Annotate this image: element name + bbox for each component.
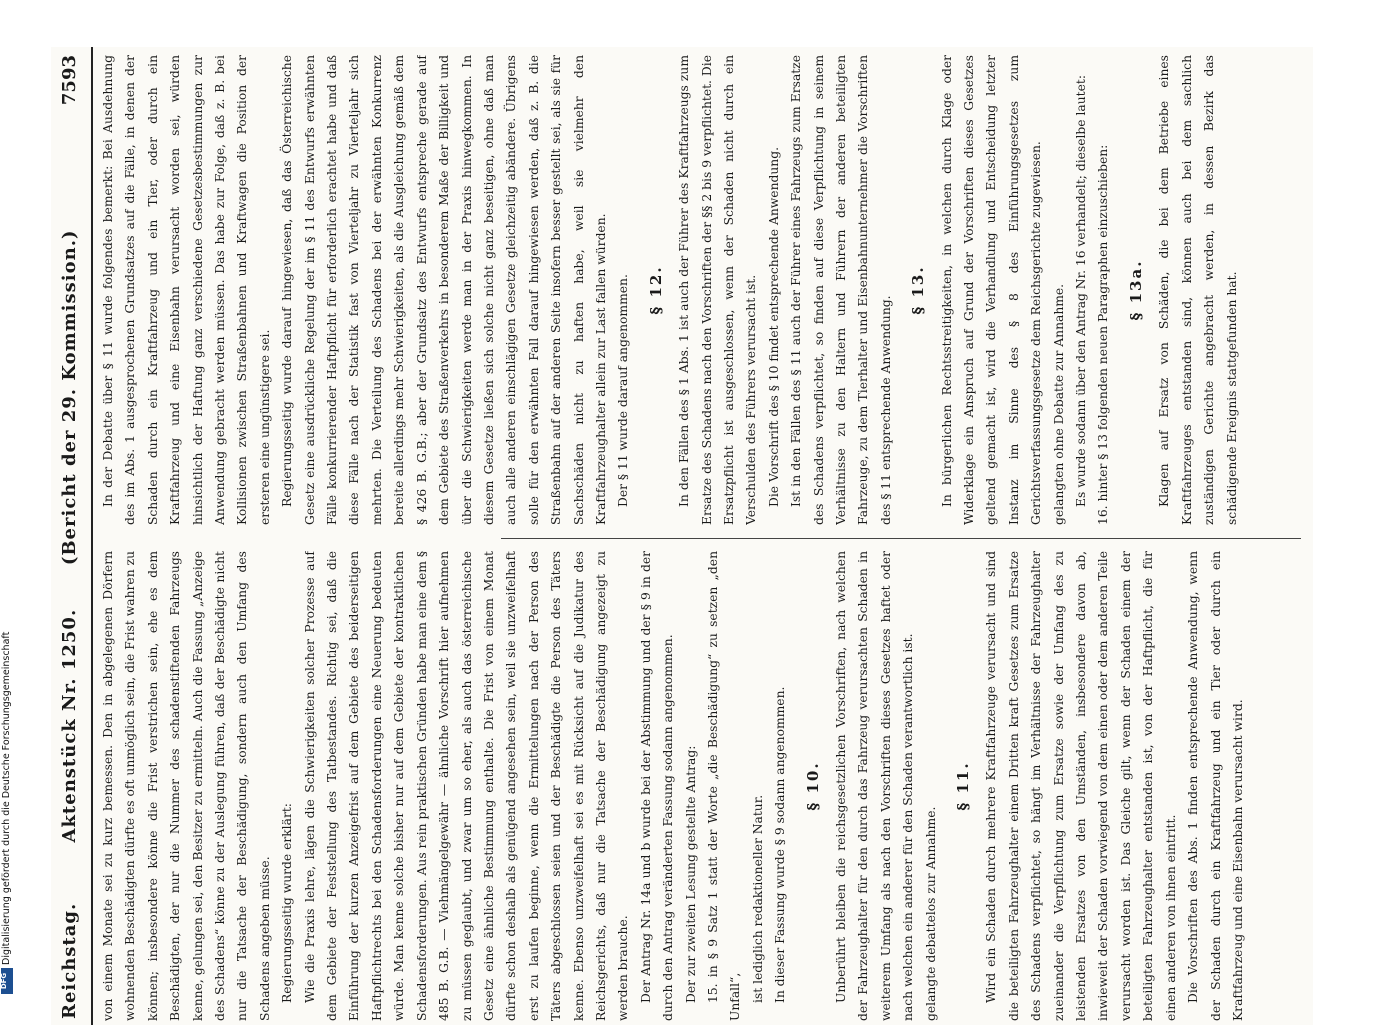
paragraph: Wie die Praxis lehre, lägen die Schwierigkeiten solcher Prozesse auf dem Gebiete der Feststellung des Tatbestandes. Richtig sei, daß die Einführung der kurzen Anzeigefrist auf dem Gebiete des beiderseitigen Haftpflichtrechts bei den Schadensforderungen eine Neuerung bedeuten würde. Man kenne solche bisher nur auf dem Gebiete der kontraktlichen Schadensforderungen. Aus rein praktischen Gründen habe man eine dem § 485 B. G.B. — Viehmängelgewähr — ähnliche Vorschrift hier aufnehmen zu müssen geglaubt, und zwar um so eher, als auch das österreichische Gesetz eine ähnliche Bestimmung enthalte. Die Frist von einem Monat dürfte schon deshalb als genügend angesehen sein, weil sie unzweifelhaft erst zu laufen beginne, wenn die Ermittelungen nach der Person des Täters abgeschlossen seien und der Beschädigte die Person des Täters kenne. Ebenso unzweifelhaft sei es mit Rücksicht auf die Judikatur des Reichsgerichts, daß nur die Tatsache der Beschädigung angezeigt zu werden brauche. bbox=[302, 551, 631, 1021]
paragraph: Der zur zweiten Lesung gestellte Antrag: bbox=[683, 745, 698, 1003]
header-report: (Bericht der 29. Kommission.) bbox=[59, 229, 80, 566]
paragraph: Ist in den Fällen des § 11 auch der Führer eines Fahrzeugs zum Ersatze des Schadens verpflichtet, so finden auf diese Verpflichtung in seinem Verhältnisse zu den Haltern und Führern der anderen beteiligten Fahrzeuge, zu dem Tierhalter und Eisenbahnunternehmer die Vorschriften des § 11 entsprechende Anwendung. bbox=[789, 55, 893, 525]
scanned-page bbox=[51, 47, 1313, 1025]
header-left: Reichstag. bbox=[59, 902, 80, 1019]
left-column bbox=[97, 551, 1302, 1021]
section-heading: § 12. bbox=[646, 265, 665, 315]
header-document-number: Aktenstück Nr. 1250. bbox=[59, 608, 80, 843]
paragraph: Regierungsseitig wurde darauf hingewiesen, daß das Österreichische Gesetz eine ausdrückliche Regelung der im § 11 des Entwurfs erwähnten Fälle konkurrierender Haftpflicht für erforderlich erachtet habe und daß diese Fälle nach der Statistik fast von Vierteljahr zu Vierteljahr sich mehrten. Die Verteilung des Schadens bei der erwähnten Konkurrenz bereite allerdings mehr Schwierigkeiten, als die Ausgleichung gemäß dem § 426 B. G.B.; aber der Grundsatz des Entwurfs entspreche gerade auf dem Gebiete des Straßenverkehrs in besonderem Maße der Billigkeit und über die Schwierigkeiten werde man in der Praxis hinwegkommen. In diesem Gesetze ließen sich solche nicht ganz beseitigen, ohne daß man auch alle anderen einschlägigen Gesetze gleichzeitig abändere. Übrigens solle für den erwähnten Fall darauf hingewiesen werden, daß z. B. die Straßenbahn auf der anderen Seite insofern besser gestellt sei, als sie für Sachschäden nicht zu haften habe, weil sie vielmehr den Kraftfahrzeughalter allein zur Last fallen würden. bbox=[280, 55, 608, 525]
paragraph: ist lediglich redaktioneller Natur. bbox=[750, 794, 765, 1003]
running-header bbox=[51, 47, 93, 1025]
section-heading: § 13a. bbox=[1126, 259, 1145, 321]
paragraph: In den Fällen des § 1 Abs. 1 ist auch der Führer des Kraftfahrzeugs zum Ersatze des Schadens nach den Vorschriften der §§ 2 bis 9 verpflichtet. Die Ersatzpflicht ist ausgeschlossen, wenn der Schaden nicht durch ein Verschulden des Führers verursacht ist. bbox=[677, 55, 759, 525]
paragraph: In der Debatte über § 11 wurde folgendes bemerkt: Bei Ausdehnung des im Abs. 1 ausgesprochenen Grundsatzes auf die Fälle, in denen der Schaden durch ein Kraftfahrzeug und ein Tier, oder durch ein Kraftfahrzeug und eine Eisenbahn verursacht worden sei, würden hinsichtlich der Haftung ganz verschiedene Gesetzesbestimmungen zur Anwendung gebracht werden müssen. Das habe zur Folge, daß z. B. bei Kollisionen zwischen Straßenbahnen und Kraftwagen die Position der ersteren eine ungünstigere sei. bbox=[101, 55, 272, 525]
paragraph: In dieser Fassung wurde § 9 sodann angenommen. bbox=[773, 686, 788, 1003]
paragraph: Die Vorschrift des § 10 findet entsprechende Anwendung. bbox=[766, 147, 781, 507]
paragraph: Regierungsseitig wurde erklärt: bbox=[280, 803, 295, 1003]
section-heading: § 13. bbox=[909, 265, 928, 315]
paragraph: Die Vorschriften des Abs. 1 finden entsprechende Anwendung, wenn der Schaden durch ein Kraftfahrzeug und ein Tier oder durch ein Kraftfahrzeug und eine Eisenbahn verursacht wird. bbox=[1186, 551, 1245, 1021]
page-number: 7593 bbox=[59, 55, 80, 106]
paragraph: Der Antrag Nr. 14a und b wurde bei der Abstimmung und der § 9 in der durch den Antrag veränderten Fassung sodann angenommen. bbox=[638, 551, 676, 1021]
paragraph: 16. hinter § 13 folgenden neuen Paragraphen einzuschieben: bbox=[1096, 144, 1111, 525]
paragraph: Unberührt bleiben die reichsgesetzlichen Vorschriften, nach welchen der Fahrzeughalter für den durch das Fahrzeug verursachten Schaden in weiterem Umfang als nach den Vorschriften dieses Gesetzes haftet oder nach welchen ein anderer für den Schaden verantwortlich ist. bbox=[834, 551, 916, 1021]
section-heading: § 11. bbox=[954, 761, 973, 811]
dfg-logo: DFG bbox=[1, 968, 13, 994]
paragraph: von einem Monate sei zu kurz bemessen. Den in abgelegenen Dörfern wohnenden Beschädigten dürfte es oft unmöglich sein, die Frist wahren zu können; insbesondere könne die Frist verstrichen sein, ehe es dem Beschädigten, der nur die Nummer des schadenstiftenden Fahrzeugs kenne, gelungen sei, den Besitzer zu ermitteln. Auch die Fassung „Anzeige des Schadens“ könne zu der Auslegung führen, daß der Beschädigte nicht nur die Tatsache der Beschädigung, sondern auch den Umfang des Schadens angeben müsse. bbox=[101, 551, 272, 1021]
credit-text: Digitalisierung gefördert durch die Deutsche Forschungsgemeinschaft bbox=[1, 631, 12, 965]
paragraph: In bürgerlichen Rechtsstreitigkeiten, in welchen durch Klage oder Widerklage ein Anspruch auf Grund der Vorschriften dieses Gesetzes geltend gemacht ist, wird die Verhandlung und Entscheidung letzter Instanz im Sinne des § 8 des Einführungsgesetzes zum Gerichtsverfassungsgesetze dem Reichsgerichte zugewiesen. bbox=[939, 55, 1044, 525]
paragraph: Wird ein Schaden durch mehrere Kraftfahrzeuge verursacht und sind die beteiligten Fahrzeughalter einem Dritten kraft Gesetzes zum Ersatze des Schadens verpflichtet, so hängt im Verhältnisse der Fahrzeughalter zueinander die Verpflichtung zum Ersatze sowie der Umfang des zu leistenden Ersatzes von den Umständen, insbesondere davon ab, inwieweit der Schaden vorwiegend von dem einen oder dem anderen Teile verursacht worden ist. Das Gleiche gilt, wenn der Schaden einem der beteiligten Fahrzeughalter entstanden ist, von der Haftpflicht, die für einen anderen von ihnen eintritt. bbox=[984, 551, 1178, 1021]
paragraph: 15. in § 9 Satz 1 statt der Worte „die Beschädigung“ zu setzen „den Unfall“, bbox=[705, 551, 743, 1021]
paragraph: gelangte debattelos zur Annahme. bbox=[923, 806, 938, 1021]
right-column bbox=[97, 55, 1302, 525]
paragraph: Es wurde sodann über den Antrag Nr. 16 verhandelt; dieselbe lautet: bbox=[1074, 75, 1089, 507]
credit-strip bbox=[0, 0, 14, 1000]
section-heading: § 10. bbox=[803, 761, 822, 811]
column-divider bbox=[501, 538, 1301, 539]
header-center bbox=[59, 47, 80, 1025]
paragraph: Der § 11 wurde darauf angenommen. bbox=[616, 274, 631, 507]
paragraph: gelangten ohne Debatte zur Annahme. bbox=[1051, 283, 1066, 525]
paragraph: Klagen auf Ersatz von Schäden, die bei dem Betriebe eines Kraftfahrzeuges entstanden sind, können auch bei dem sachlich zuständigen Gerichte angebracht werden, in dessen Bezirk das schädigende Ereignis stattgefunden hat. bbox=[1157, 55, 1239, 525]
